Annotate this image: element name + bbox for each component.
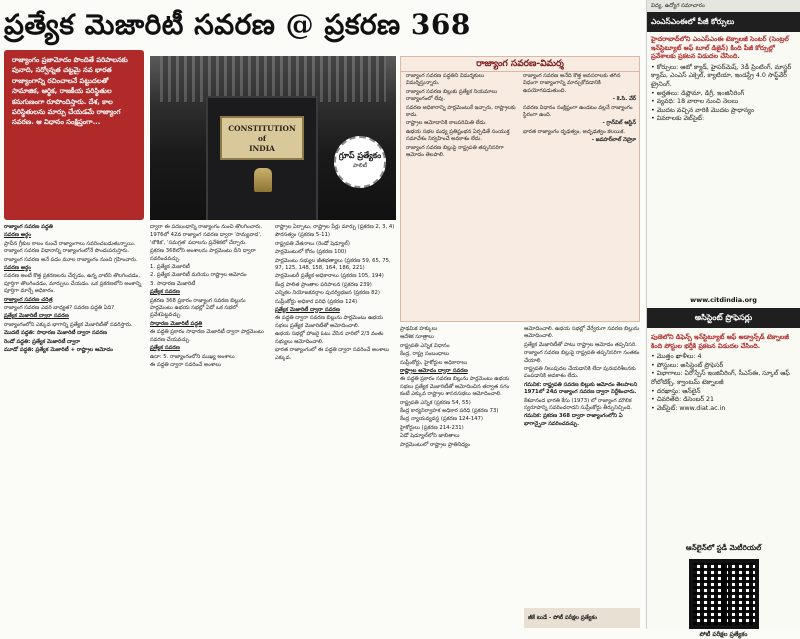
paragraph: 1976లో 42వ రాజ్యాంగ సవరణ ద్వారా 'సామ్యవాద', 'లౌకిక', 'సమగ్రత' పదాలను ప్రవేశికలో చేర్చారు. — [150, 232, 262, 246]
list-item: • మొదట వచ్చిన వారికి మొదట ప్రాధాన్యం — [651, 107, 796, 116]
paragraph: ప్రకరణ 368 ప్రకారం రాజ్యాంగ సవరణ బిల్లును పార్లమెంటు ఉభయ సభల్లో ఏదో ఒక సభలో ప్రవేశపెట్టవచ్చు. — [150, 297, 246, 319]
paragraph: రెండో పద్ధతి: ప్రత్యేక మెజారిటీ ద్వారా — [4, 338, 81, 345]
section-heading: సాధారణ మెజారిటీ పద్ధతి — [150, 320, 203, 327]
list-item: • పోస్టులు: అసిస్టెంట్ ప్రొఫెసర్ — [651, 362, 796, 371]
paragraph: 1. ప్రత్యేక మెజారిటీ — [150, 264, 190, 271]
ad-lead: పుణెలోని డిఫెన్స్ ఇన్‌స్టిట్యూట్ ఆఫ్ అడ్వాన్స్‌డ్ టెక్నాలజీ కింది పోస్టుల భర్తీకి ప్రకటన విడుదల చేసింది. — [651, 333, 789, 350]
list-item: రాజ్యాంగ సవరణ పద్ధతిని విమర్శకులు విమర్శిస్తున్నారు. — [406, 73, 485, 87]
constitution-book — [206, 96, 318, 220]
list-item: రాజ్యాంగ సవరణ బిల్లుపై రాష్ట్రపతి తప్పనిసరిగా ఆమోదం తెలపాలి. — [406, 144, 504, 159]
section-heading: ప్రత్యేక సవరణ — [150, 345, 180, 352]
book-cover-label — [220, 116, 304, 160]
paragraph: రాజ్యాంగ సవరణ ఎవరి బాధ్యత? సవరణ పద్ధతి ఏది? — [4, 305, 115, 312]
paragraph: ఈ పద్ధతి ద్వారా సవరించే అంశాలు — [150, 361, 222, 368]
ad-heading: ఎంఎస్‌ఎంఈలో పీజీ కోర్సులు — [647, 12, 800, 32]
list-item: ఆదేశిక సూత్రాలు — [400, 334, 434, 341]
list-item: • వ్యవధి: 18 వారాల నుంచి నెలలు — [651, 98, 796, 107]
qr-code-icon[interactable] — [689, 559, 759, 629]
sidebar-right-column — [523, 73, 636, 321]
paragraph: ఉభయ సభల్లో హాజరై ఓటు వేసిన వారిలో 2/3 వంతు సభ్యులు ఆమోదించాలి. — [275, 331, 384, 345]
paragraph: సవరణ అంటే కొత్త ప్రకరణలను చేర్చడం, ఉన్న వాటిని తొలగించడం, పూర్తిగా తొలగించడం, మార్పులు చేయడం. ఒక ప్రకరణలోని అంశాన్ని పూర్తిగా మార్చే అధికారం. — [4, 273, 142, 295]
column-3 — [275, 224, 396, 626]
list-item: సుప్రీంకోర్టు, హైకోర్టుల అధికారాలు — [400, 359, 468, 366]
group-special-badge — [334, 136, 386, 188]
list-item: పార్లమెంటు సభ్యుల జీతభత్యాలు (ప్రకరణ 59, 65, 75, 97, 125, 148, 158, 164, 186, 221) — [275, 257, 391, 272]
paragraph: ఈ పద్ధతి ప్రకారం సాధారణ మెజారిటీ ద్వారా పార్లమెంటు సవరణ చేయవచ్చు. — [150, 329, 264, 343]
list-item: ఉభయ సభల మధ్య ప్రతిష్టంభన ఏర్పడితే సంయుక్త సమావేశం నిర్వహించే అవకాశం లేదు. — [406, 128, 510, 143]
column-4 — [400, 326, 520, 626]
section-heading: రాష్ట్రాల ఆమోదం ద్వారా సవరణ — [400, 368, 468, 375]
paragraph: భారత రాజ్యాంగంలో ఈ పద్ధతి ద్వారా సవరించే అంశాలు ఎక్కువ. — [275, 347, 390, 361]
list-item: సుప్రీంకోర్టు అధికార పరిధి (ప్రకరణ 124) — [275, 298, 358, 305]
quote-author: - కె.సి. వేర్ — [612, 96, 636, 103]
list-item: పార్లమెంటులో కోరం (ప్రకరణ 100) — [275, 249, 347, 256]
paragraph: ద్వారా ఈ పదబంధాన్ని రాజ్యాంగం నుంచి తొలగించారు. — [150, 224, 263, 230]
bottom-ad-strip: జీకే టుడే - పోటీ పరీక్షల ప్రత్యేకం — [524, 608, 640, 628]
ad-details-list — [651, 64, 796, 124]
section-heading: ప్రత్యేక మెజారిటీ ద్వారా సవరణ — [275, 307, 340, 314]
quote: సవరణ విధానం సంక్లిష్టంగా ఉండటం వల్లనే రాజ్యాంగం స్థిరంగా ఉంది. — [523, 104, 633, 119]
paragraph: ప్రకరణ 368లోని అంశాలను పార్లమెంటు దీని ద్వారా సవరించవచ్చు. — [150, 248, 256, 262]
intro-box: రాజ్యాంగం ప్రజామోదం పొందితే పరిపాలనకు పునాది, సర్వోన్నత చట్టమై నవ భారత రాజ్యాంగాన్ని రచించాలనే పట్టుదలతో సామాజిక, ఆర్థిక, రాజకీయ పరిస్థితుల కనుగుణంగా రూపొందిస్తారు. దేశ, కాల పరిస్థితులను మార్పు చేయడమే రాజ్యాంగ సవరణ. ఆ విధానం సంక్షిప్తంగా... — [4, 50, 144, 220]
paragraph: రాష్ట్రపతి నిలుపుదల చేయడానికి లేదా పునఃపరిశీలనకు పంపడానికి అవకాశం లేదు. — [524, 366, 636, 380]
quote-author: - గ్రాన్‌విల్ ఆస్టిన్ — [602, 120, 636, 127]
list-item: రాష్ట్రాల ఏర్పాటు, రాష్ట్రాల పేర్లు మార్పు (ప్రకరణ 2, 3, 4) — [275, 224, 395, 230]
list-item: ఏడో షెడ్యూల్‌లోని జాబితాలు — [400, 433, 460, 440]
sidebar-title: రాజ్యాంగ సవరణ-విమర్శ — [401, 57, 639, 72]
list-item: • అర్హతలు: డిప్లొమా, డిగ్రీ, ఇంజినీరింగ్ — [651, 90, 796, 99]
list-item: కేంద్ర పాలిత ప్రాంతాల పరిపాలన (ప్రకరణ 239) — [275, 281, 372, 288]
section-heading: ప్రత్యేక సవరణ — [150, 289, 180, 296]
badge-title: గ్రూప్ ప్రత్యేకం — [338, 151, 382, 160]
ad-details-list — [651, 353, 796, 413]
paragraph: మూడో పద్ధతి: ప్రత్యేక మెజారిటీ + రాష్ట్రాల ఆమోదం — [4, 347, 113, 354]
list-item: పార్లమెంటులో రాష్ట్రాల ప్రాతినిధ్యం — [400, 441, 470, 448]
list-item: • మొత్తం ఖాళీలు: 4 — [651, 353, 796, 362]
qr-caption: పోటీ పరీక్షల ప్రత్యేకం — [699, 631, 748, 638]
paragraph: ఆమోదించాలి. ఉభయ సభల్లో వేర్వేరుగా సవరణ బిల్లును ఆమోదించాలి. — [524, 326, 640, 340]
section-heading: రాజ్యాంగ సవరణ చరిత్ర — [4, 296, 53, 303]
list-item: • వివరాలకు వెబ్‌సైట్: — [651, 115, 796, 124]
book-title-line: CONSTITUTION — [228, 124, 296, 133]
column-5 — [524, 326, 640, 626]
list-item: ప్రాథమిక హక్కులు — [400, 326, 438, 332]
course-ad — [647, 32, 800, 294]
paragraph: ప్రాచీన గ్రీకుల కాలం నుంచే రాజ్యాంగాలు సవరించబడుతున్నాయి. రాజ్యాంగ సవరణ విధానాన్ని రాజ్యాంగంలోనే పొందుపరుస్తారు. — [4, 240, 136, 255]
criticism-sidebar — [400, 56, 640, 322]
note: గమనిక: రాష్ట్రపతి సవరణ బిల్లుకు ఆమోదం తెలపాలని 1971లో 24వ రాజ్యాంగ సవరణ ద్వారా నిర్దేశించారు. — [524, 381, 638, 396]
left-column — [4, 50, 144, 626]
website-link[interactable]: www.citdindia.org — [690, 296, 757, 304]
list-item: • విభాగాలు: ఏరోస్పేస్ ఇంజినీరింగ్, సీఎస్ఈ, స్కూల్ ఆఫ్ రోబోటిక్స్, క్వాంటమ్ టెక్నాలజీ — [651, 370, 796, 387]
list-item: • చివరితేది: డిసెంబర్ 21 — [651, 396, 796, 405]
quote-author: - జవహర్‌లాల్ నెహ్రూ — [591, 137, 636, 144]
sidebar-left-column — [406, 73, 519, 321]
job-ad — [647, 330, 800, 540]
list-item: పౌరసత్వం (ప్రకరణ 5-11) — [275, 232, 330, 239]
quote: భారత రాజ్యాంగం దృఢత్వం, అదృఢత్వం కలయిక. — [523, 128, 626, 135]
list-item: • కోర్సులు: ఆటో క్యాడ్, హైపర్‌మెష్, 3డీ ప్రింటింగ్, మాస్టర్ క్యామ్, ఎంఎస్ ఎక్సెల్, క్యాటియా, ఇండస్ట్రీ 4.0 సాఫ్ట్‌వేర్ ట్రైనింగ్. — [651, 64, 796, 90]
list-item: రాష్ట్రపతి ఎన్నిక (ప్రకరణ 54, 55) — [400, 399, 471, 406]
list-item: సవరణ అధికారాన్ని పార్లమెంటుకే ఇచ్చారు, రాష్ట్రాలకు కాదు. — [406, 104, 516, 119]
left-column-body — [4, 224, 144, 355]
list-item: పార్లమెంటరీ ప్రత్యేక అధికారాలు (ప్రకరణ 105, 194) — [275, 273, 384, 280]
book-title-line: of — [257, 134, 267, 143]
paragraph: 2. ప్రత్యేక మెజారిటీ మరియు రాష్ట్రాల ఆమోదం — [150, 272, 247, 279]
paragraph: రాజ్యాంగ సవరణ అనే పదం మూల రాజ్యాంగం నుంచి గ్రహించారు. — [4, 256, 138, 263]
paragraph: 3. సాధారణ మెజారిటీ — [150, 280, 196, 287]
right-column-ads — [646, 0, 800, 638]
ad-heading: అసిస్టెంట్ ప్రొఫెసర్లు — [647, 308, 800, 328]
section-heading: సవరణ అర్థం — [4, 265, 31, 272]
ad-lead: హైదరాబాద్‌లోని ఎంఎస్‌ఎంఈ టెక్నాలజీ సెంటర్ (సెంట్రల్ ఇన్‌స్టిట్యూట్ ఆఫ్ టూల్ డిజైన్) కింది పీజీ కోర్సుల్లో ప్రవేశాలకు ప్రకటన విడుదల చేసింది. — [651, 35, 789, 61]
constitution-photo — [150, 56, 396, 220]
list-item: రాష్ట్రాల ఆమోదానికి కాలపరిమితి లేదు. — [406, 120, 487, 127]
list-item: రాజ్యాంగ సవరణ బిల్లుకు ప్రత్యేక నియమాలు రాజ్యాంగంలో లేవు. — [406, 88, 498, 103]
list-item: రాష్ట్రపతి ఎన్నిక విధానం — [400, 342, 450, 349]
list-item: రాష్ట్రపతి వేతనాలు (రెండో షెడ్యూల్) — [275, 240, 350, 247]
paragraph: రాజ్యాంగ సవరణ బిల్లుపై రాష్ట్రపతి తప్పనిసరిగా సంతకం చేయాలి. — [524, 350, 640, 364]
paragraph: రాజ్యాంగంలోని ఎక్కువ భాగాన్ని ప్రత్యేక మెజారిటీతో సవరిస్తారు. — [4, 321, 133, 328]
paragraph: కేశవానంద భారతి కేసు (1973) లో రాజ్యాంగ మౌలిక స్వరూపాన్ని సవరించరాదని సుప్రీంకోర్టు తీర్పునిచ్చింది. — [524, 397, 632, 412]
list-item: కేంద్ర కార్యనిర్వాహక అధికార పరిధి (ప్రకరణ 73) — [400, 408, 499, 415]
column-2 — [150, 224, 270, 626]
paragraph: ఉదా: 5. రాజ్యాంగంలోని ముఖ్య అంశాలు — [150, 353, 235, 360]
list-item: • దరఖాస్తు: ఆన్‌లైన్ — [651, 388, 796, 397]
list-item: ఎన్నికల నియోజకవర్గాల పునర్విభజన (ప్రకరణ 82) — [275, 290, 380, 297]
paragraph: ఈ పద్ధతి ప్రకారం సవరణ బిల్లును పార్లమెంటు ఉభయ సభలు ప్రత్యేక మెజారిటీతో ఆమోదించిన తర్వాత సగం కంటే ఎక్కువ రాష్ట్రాల శాసనసభలు ఆమోదించాలి. — [400, 376, 510, 398]
list-item: • వెబ్‌సైట్: www.diat.ac.in — [651, 405, 796, 414]
section-heading: ప్రత్యేక మెజారిటీ ద్వారా సవరణ — [4, 313, 69, 320]
national-emblem-icon — [254, 168, 272, 192]
top-strip: విద్య, ఉద్యోగ సమాచారం — [647, 0, 800, 12]
paragraph: ప్రత్యేక మెజారిటీతో పాటు రాష్ట్రాల ఆమోదం తప్పనిసరి. — [524, 341, 637, 348]
list-item: కేంద్ర, రాష్ట్ర సంబంధాలు — [400, 351, 450, 358]
list-item: కేంద్ర న్యాయవ్యవస్థ (ప్రకరణ 124-147) — [400, 416, 483, 423]
paragraph: ఈ పద్ధతి ద్వారా సవరణ బిల్లును పార్లమెంటు ఉభయ సభలు ప్రత్యేక మెజారిటీతో ఆమోదించాలి. — [275, 315, 383, 329]
study-material-heading: ఆన్‌లైన్‌లో స్టడీ మెటీరియల్ — [685, 543, 762, 552]
paragraph: మొదటి పద్ధతి: సాధారణ మెజారిటీ ద్వారా సవరణ — [4, 330, 108, 337]
quote: రాజ్యాంగ సవరణ అనేది కొత్త అవసరాలకు తగిన విధంగా రాజ్యాంగాన్ని మార్చుకోవడానికి ఉపయోగపడుతుంది. — [523, 73, 621, 94]
section-heading: సవరణ అర్థం — [4, 232, 31, 239]
book-title-line: INDIA — [249, 144, 275, 153]
list-item: హైకోర్టులు (ప్రకరణ 214-231) — [400, 424, 464, 431]
note: గమనిక: ప్రకరణ 368 ద్వారా రాజ్యాంగంలోని ఏ భాగాన్నైనా సవరించవచ్చు. — [524, 413, 623, 427]
badge-subtitle: పాలిటీ — [353, 163, 367, 169]
headline: ప్రత్యేక మెజారిటీ సవరణ @ ప్రకరణ 368 — [4, 8, 471, 41]
paragraph: రాజ్యాంగ సవరణ పద్ధతి — [4, 224, 53, 230]
